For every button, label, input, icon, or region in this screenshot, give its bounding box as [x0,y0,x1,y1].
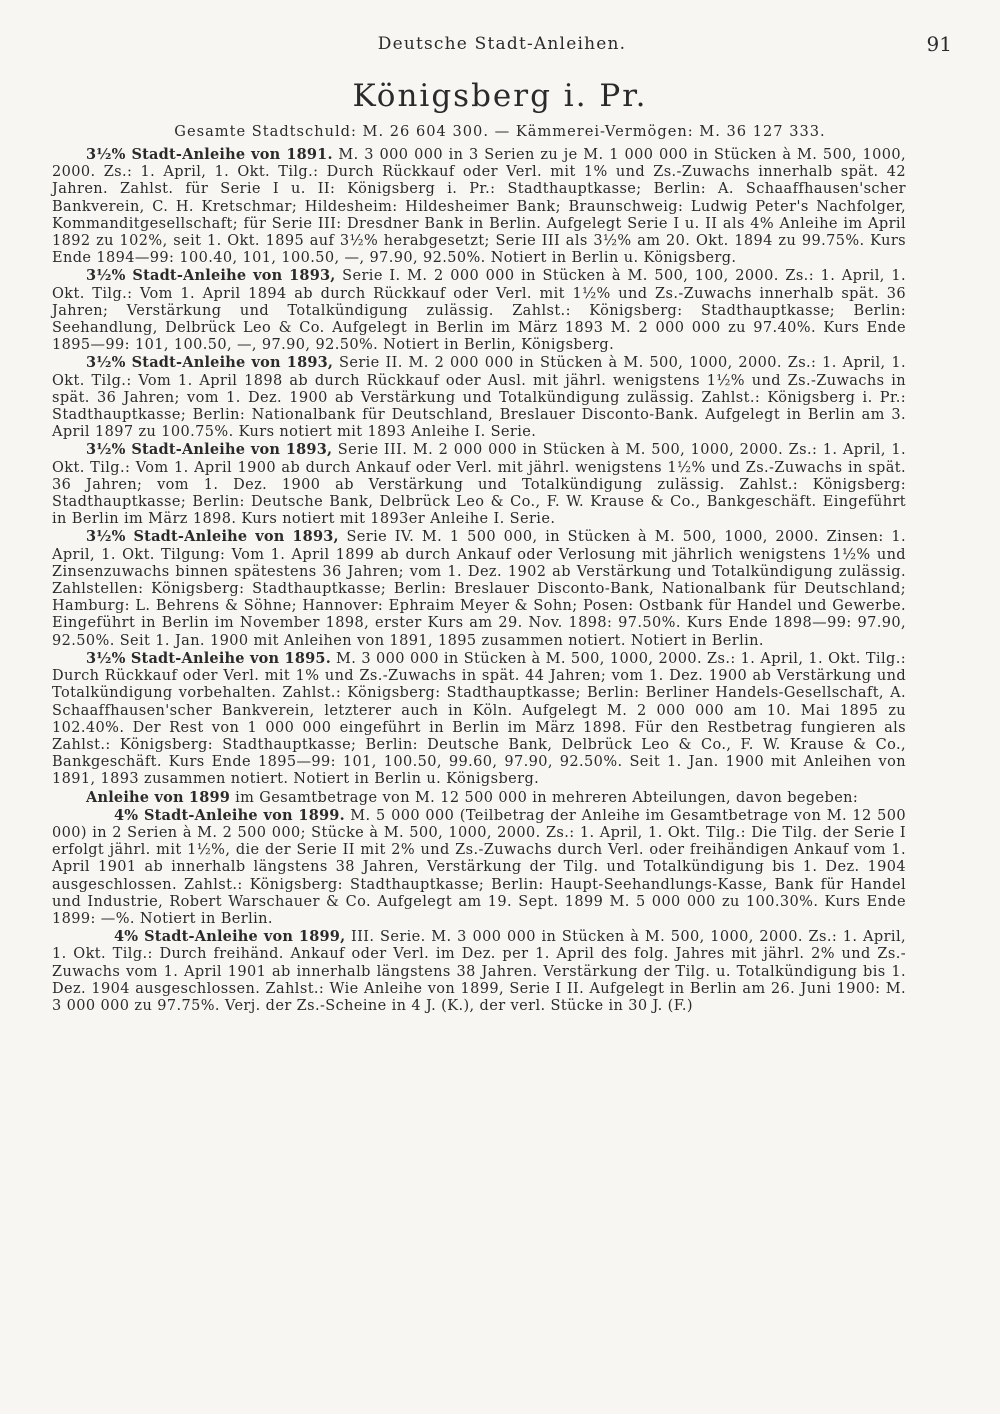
entry-label: 4% Stadt-Anleihe von 1899, [114,928,346,946]
loan-entry-1893-serie-3 [52,441,906,528]
entry-text: III. Serie. M. 3 000 000 in Stücken à M. 500, 1000, 2000. Zs.: 1. April, 1. Okt. Tilg.: Durch freihänd. Ankauf oder Verl. im Dez. per 1. April des folg. Jahres mit jährl. 2% und Zs.-Zuwachs vom 1. April 1901 ab innerhalb längstens 38 Jahren. Verstärkung der Tilg. u. Totalkündigung bis 1. Dez. 1904 ausgeschlossen. Zahlst.: Wie Anleihe von 1899, Serie I II. Aufgelegt in Berlin am 26. Juni 1900: M. 3 000 000 zu 97.75%. Verj. der Zs.-Scheine in 4 J. (K.), der verl. Stücke in 30 J. (F.) [52,929,907,1014]
entry-label: 3½% Stadt-Anleihe von 1891. [86,146,333,163]
loan-entry-1899-serie-3 [52,928,906,1015]
entry-text: M. 3 000 000 in Stücken à M. 500, 1000, 2000. Zs.: 1. April, 1. Okt. Tilg.: Durch Rückkauf oder Verl. mit 1% und Zs.-Zuwachs in spät. 44 Jahren; vom 1. Dez. 1900 ab Verstärkung und Totalkündigung vorbehalten. Zahlst.: Königsberg: Stadthauptkasse; Berlin: Berliner Handels-Gesellschaft, A. Schaaffhausen'scher Bankverein, letzterer auch in Köln. Aufgelegt M. 2 000 000 am 10. Mai 1895 zu 102.40%. Der Rest von 1 000 000 eingeführt in Berlin im März 1898. Für den Restbetrag fungieren als Zahlst.: Königsberg: Stadthauptkasse; Berlin: Deutsche Bank, Delbrück Leo & Co., F. W. Krause & Co., Bankgeschäft. Kurs Ende 1895—99: 101, 100.50, 99.60, 97.90, 92.50%. Seit 1. Jan. 1900 mit Anleihen von 1891, 1893 zusammen notiert. Notiert in Berlin u. Königsberg. [52,650,906,788]
entry-text: Serie II. M. 2 000 000 in Stücken à M. 500, 1000, 2000. Zs.: 1. April, 1. Okt. Tilg.: Vom 1. April 1898 ab durch Rückkauf oder Ausl. mit jährl. wenigstens 1½% und Zs.-Zuwachs in spät. 36 Jahren; vom 1. Dez. 1900 ab Verstärkung und Totalkündigung zulässig. Zahlst.: Königsberg i. Pr.: Stadthauptkasse; Berlin: Nationalbank für Deutschland, Breslauer Disconto-Bank. Aufgelegt in Berlin am 3. April 1897 zu 100.75%. Kurs notiert mit 1893 Anleihe I. Serie. [52,355,906,441]
entry-label: 3½% Stadt-Anleihe von 1893, [86,267,336,285]
loan-entry-1899-overview [52,789,906,807]
loan-entry-1891 [52,146,906,267]
entry-text: M. 3 000 000 in 3 Serien zu je M. 1 000 000 in Stücken à M. 500, 1000, 2000. Zs.: 1. April, 1. Okt. Tilg.: Durch Rückkauf oder Verl. mit 1% und Zs.-Zuwachs innerhalb spät. 42 Jahren. Zahlst. für Serie I u. II: Königsberg i. Pr.: Stadthauptkasse; Berlin: A. Schaaffhausen'scher Bankverein, C. H. Kretschmar; Hildesheim: Hildesheimer Bank; Braunschweig: Ludwig Peter's Nachfolger, Kommanditgesellschaft; für Serie III: Dresdner Bank in Berlin. Aufgelegt Serie I u. II als 4% Anleihe im April 1892 zu 102%, seit 1. Okt. 1895 auf 3½% herabgesetzt; Serie III als 3½% am 20. Okt. 1894 zu 99.75%. Kurs Ende 1894—99: 100.40, 101, 100.50, —, 97.90, 92.50%. Notiert in Berlin u. Königsberg. [52,147,906,267]
entry-label: 3½% Stadt-Anleihe von 1895. [86,649,331,667]
loan-entry-1895 [52,650,906,789]
entry-text: Serie IV. M. 1 500 000, in Stücken à M. 500, 1000, 2000. Zinsen: 1. April, 1. Okt. Tilgung: Vom 1. April 1899 ab durch Ankauf oder Verlosung mit jährlich wenigstens 1½% und Zinsenzuwachs binnen spätestens 36 Jahren; vom 1. Dez. 1902 ab Verstärkung und Totalkündigung zulässig. Zahlstellen: Königsberg: Stadthauptkasse; Berlin: Breslauer Disconto-Bank, Nationalbank für Deutschland; Hamburg: L. Behrens & Söhne; Hannover: Ephraim Meyer & Sohn; Posen: Ostbank für Handel und Gewerbe. Eingeführt in Berlin im November 1898, erster Kurs am 29. Nov. 1898: 97.50%. Kurs Ende 1898—99: 97.90, 92.50%. Seit 1. Jan. 1900 mit Anleihen von 1891, 1895 zusammen notiert. Notiert in Berlin. [52,529,906,649]
city-title: Königsberg i. Pr. [352,78,648,114]
entry-label: 3½% Stadt-Anleihe von 1893, [86,441,333,459]
entry-text: Serie I. M. 2 000 000 in Stücken à M. 500, 100, 2000. Zs.: 1. April, 1. Okt. Tilg.: Vom 1. April 1894 ab durch Rückkauf oder Verl. mit 1½% und Zs.-Zuwachs innerhalb spät. 36 Jahren; Verstärkung und Totalkündigung zulässig. Zahlst.: Königsberg: Stadthauptkasse; Berlin: Seehandlung, Delbrück Leo & Co. Aufgelegt in Berlin im März 1893 M. 2 000 000 zu 97.40%. Kurs Ende 1895—99: 101, 100.50, —, 97.90, 92.50%. Notiert in Berlin, Königsberg. [52,268,906,354]
loan-entry-1893-serie-4 [52,528,906,649]
entry-text: im Gesamtbetrage von M. 12 500 000 in mehreren Abteilungen, davon begeben: [235,789,859,806]
running-title: Deutsche Stadt-Anleihen. [377,34,627,54]
entry-label: 3½% Stadt-Anleihe von 1893, [86,528,339,546]
page-number: 91 [926,32,952,56]
running-head [52,34,952,58]
entry-text: M. 5 000 000 (Teilbetrag der Anleihe im Gesamtbetrage von M. 12 500 000) in 2 Serien à M. 2 500 000; Stücke à M. 500, 1000, 2000. Zs.: 1. April, 1. Okt. Tilg.: Die Tilg. der Serie I erfolgt jährl. mit 1½%, die der Serie II mit 2% und Zs.-Zuwachs durch Verl. oder freihändigen Ankauf vom 1. April 1901 ab innerhalb längstens 38 Jahren, Verstärkung der Tilg. und Totalkündigung bis 1. Dez. 1904 ausgeschlossen. Zahlst.: Königsberg: Stadthauptkasse; Berlin: Haupt-Seehandlungs-Kasse, Bank für Handel und Industrie, Robert Warschauer & Co. Aufgelegt am 19. Sept. 1899 M. 5 000 000 zu 100.30%. Kurs Ende 1899: —%. Notiert in Berlin. [52,807,906,927]
entry-label: Anleihe von 1899 [86,788,231,806]
debt-summary: Gesamte Stadtschuld: M. 26 604 300. — Kämmerei-Vermögen: M. 36 127 333. [174,123,826,140]
document-body [52,146,906,1015]
loan-entry-1899-serie-1-2 [52,807,906,928]
loan-entry-1893-serie-2 [52,354,906,441]
entry-text: Serie III. M. 2 000 000 in Stücken à M. 500, 1000, 2000. Zs.: 1. April, 1. Okt. Tilg.: Vom 1. April 1900 ab durch Ankauf oder Verl. mit jährl. wenigstens 1½% und Zs.-Zuwachs in spät. 36 Jahren; vom 1. Dez. 1900 ab Verstärkung und Totalkündigung zulässig. Zahlst.: Königsberg: Stadthauptkasse; Berlin: Deutsche Bank, Delbrück Leo & Co., F. W. Krause & Co., Bankgeschäft. Eingeführt in Berlin im März 1898. Kurs notiert mit 1893er Anleihe I. Serie. [52,442,906,528]
loan-entry-1893-serie-1 [52,267,906,354]
entry-label: 4% Stadt-Anleihe von 1899. [114,806,345,824]
entry-label: 3½% Stadt-Anleihe von 1893, [86,354,334,372]
